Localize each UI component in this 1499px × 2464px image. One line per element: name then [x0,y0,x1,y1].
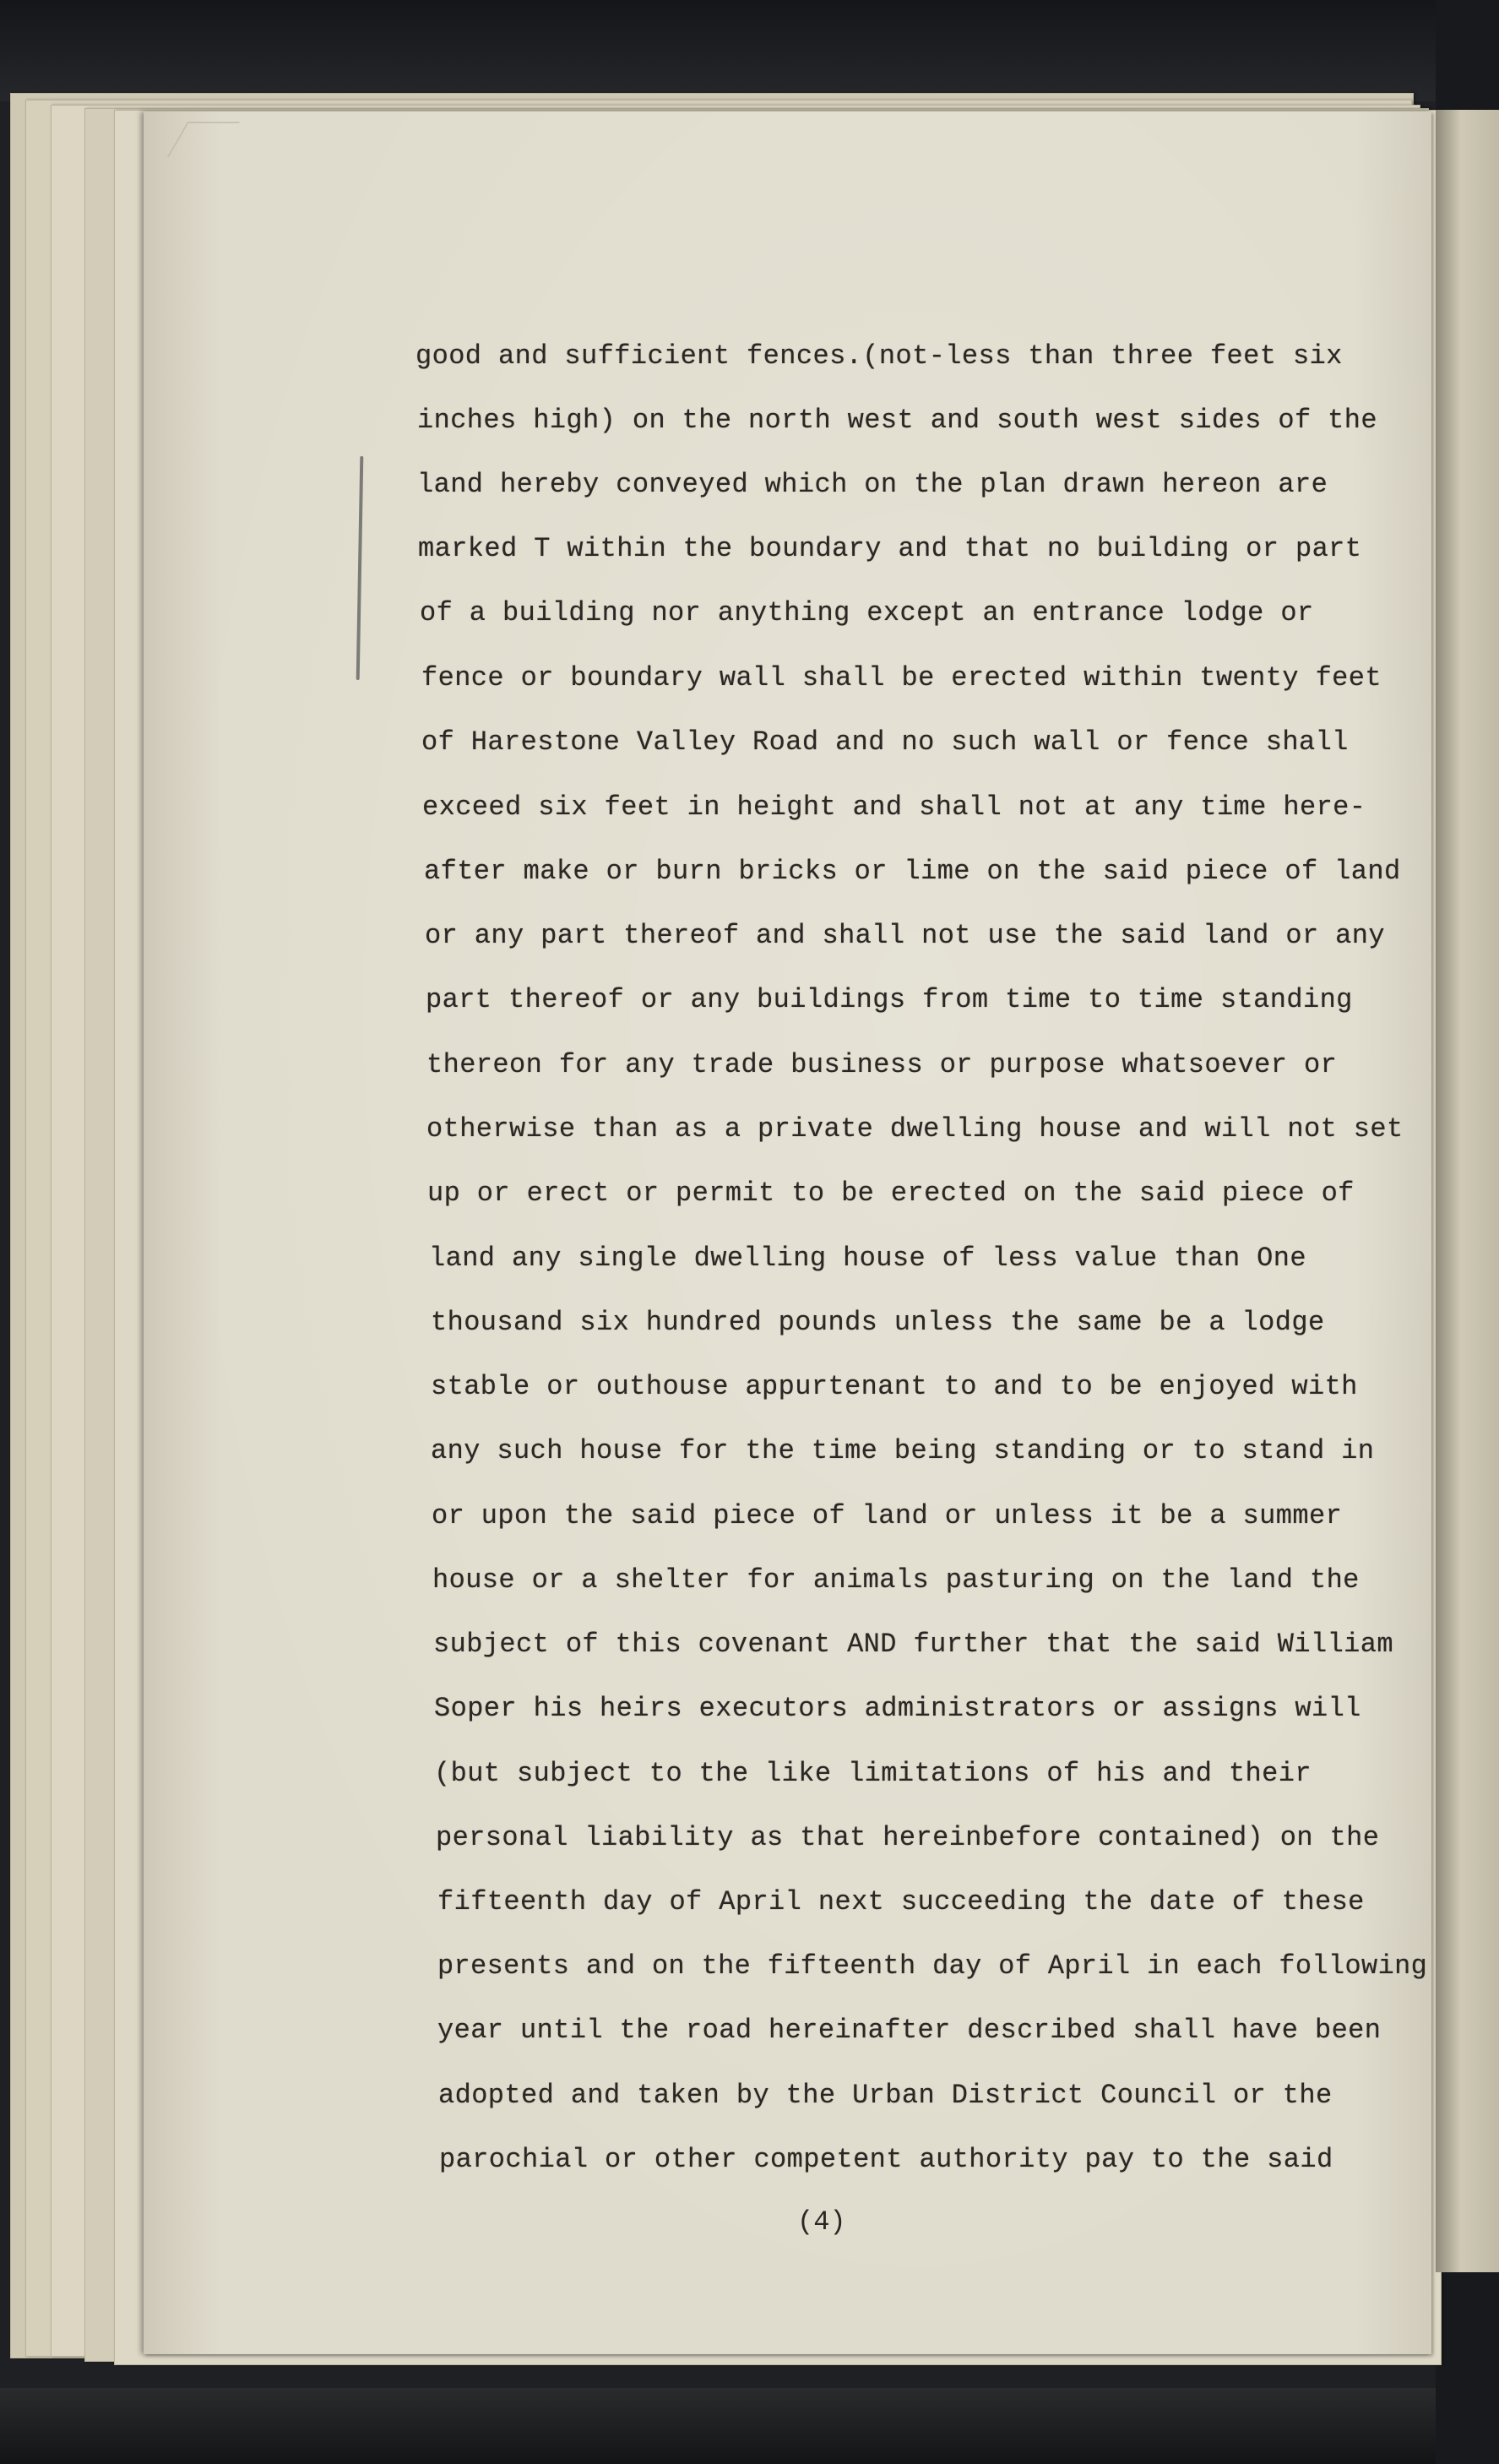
text-line: inches high) on the north west and south west sides of the [417,405,1377,436]
text-line: exceed six feet in height and shall not at any time here- [422,791,1366,823]
page-corner-fold [167,122,240,157]
text-line: marked T within the boundary and that no building or part [418,533,1362,564]
text-line: good and sufficient fences.(not-less than three feet six [415,340,1343,372]
text-line: house or a shelter for animals pasturing on the land the [432,1564,1360,1596]
text-line: fence or boundary wall shall be erected within twenty feet [421,662,1382,694]
text-line: thereon for any trade business or purpose whatsoever or [426,1049,1338,1080]
text-line: adopted and taken by the Urban District Council or the [438,2080,1333,2111]
page-number: (4) [797,2206,846,2238]
text-line: up or erect or permit to be erected on the said piece of [427,1178,1355,1209]
text-line: subject of this covenant AND further that the said William [433,1629,1393,1660]
text-line: Soper his heirs executors administrators or assigns will [434,1693,1361,1724]
text-line: year until the road hereinafter described shall have been [437,2015,1382,2046]
text-line: of Harestone Valley Road and no such wall or fence shall [421,726,1349,758]
text-line: part thereof or any buildings from time to time standing [426,984,1353,1015]
text-line: or any part thereof and shall not use the said land or any [425,920,1385,951]
text-line: personal liability as that hereinbefore contained) on the [436,1822,1380,1853]
text-line: parochial or other competent authority pay to the said [439,2144,1333,2175]
text-line: of a building nor anything except an entrance lodge or [420,597,1314,628]
book-cover-top [0,0,1499,101]
text-line: land hereby conveyed which on the plan drawn hereon are [417,469,1328,500]
text-line: fifteenth day of April next succeeding the date of these [437,1886,1365,1917]
text-line: thousand six hundred pounds unless the same be a lodge [431,1307,1325,1338]
text-line: (but subject to the like limitations of his and their [434,1758,1312,1789]
text-line: presents and on the fifteenth day of April in each following [437,1950,1428,1982]
text-line: stable or outhouse appurtenant to and to be enjoyed with [431,1371,1358,1402]
text-line: or upon the said piece of land or unless it be a summer [432,1500,1343,1531]
next-page-edge [1436,110,1499,2272]
text-line: otherwise than as a private dwelling house and will not set [426,1113,1404,1145]
book-cover-bottom [0,2388,1499,2464]
text-line: after make or burn bricks or lime on the said piece of land [424,856,1401,887]
text-line: land any single dwelling house of less value than One [429,1243,1306,1274]
text-line: any such house for the time being standing or to stand in [431,1435,1375,1466]
